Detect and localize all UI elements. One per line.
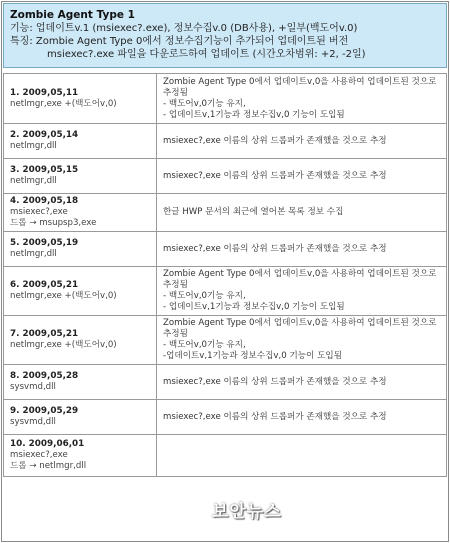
table-row	[4, 74, 447, 124]
entry-file: netlmgr,exe +(백도어v,0)	[10, 340, 117, 350]
entry-file: netlmgr,exe +(백도어v,0)	[10, 291, 117, 301]
entry-file: netlmgr,dll	[10, 176, 57, 186]
description-cell	[157, 365, 447, 400]
date-cell	[4, 194, 157, 232]
description-cell	[157, 232, 447, 267]
description-line: - 업데이트v,1기능과 정보수집v,0 기능이 도입됨	[163, 109, 345, 120]
entry-date: 5. 2009,05,19	[10, 238, 79, 248]
date-cell	[4, 74, 157, 124]
description-line: - 업데이트v,1기능과 정보수집v,0 기능이 도입됨	[163, 302, 345, 312]
header-feature-line: 특징: Zombie Agent Type 0에서 정보수집기능이 추가되어 업데이트된 버전	[10, 36, 349, 47]
description-line: Zombie Agent Type 0에서 업데이트v,0을 사용하여 업데이트된 것으로 추정됨	[163, 318, 437, 339]
description-line: msiexec?,exe 이름의 상위 드롭퍼가 존재했을 것으로 추정	[163, 170, 387, 181]
description-cell	[157, 316, 447, 365]
description-line: -업데이트v,1기능과 정보수집v,0 기능이 도입됨	[163, 351, 342, 361]
description-line: Zombie Agent Type 0에서 업데이트v,0을 사용하여 업데이트된 것으로 추정됨	[163, 269, 437, 290]
entry-date: 1. 2009,05,11	[10, 87, 79, 98]
entry-file: 드롭 → msupsp3,exe	[10, 218, 97, 228]
date-cell	[4, 159, 157, 194]
description-line: msiexec?,exe 이름의 상위 드롭퍼가 존재했을 것으로 추정	[163, 243, 387, 254]
date-cell	[4, 124, 157, 159]
description-line: - 백도어v,0기능 유지,	[163, 98, 246, 109]
entry-date: 10. 2009,06,01	[10, 439, 85, 449]
description-cell	[157, 267, 447, 316]
entry-date: 3. 2009,05,15	[10, 165, 79, 175]
header-function-line: 기능: 업데이트v.1 (msiexec?.exe), 정보수집v.0 (DB사용), +일부(백도어v.0)	[10, 23, 358, 34]
table-row	[4, 267, 447, 316]
table-row	[4, 365, 447, 400]
description-line: msiexec?,exe 이름의 상위 드롭퍼가 존재했을 것으로 추정	[163, 411, 387, 422]
description-line: - 백도어v,0기능 유지,	[163, 291, 246, 301]
table-row	[4, 232, 447, 267]
table-row	[4, 124, 447, 159]
entry-date: 6. 2009,05,21	[10, 280, 79, 290]
date-cell	[4, 365, 157, 400]
entry-file: sysvmd,dll	[10, 382, 56, 392]
description-line: - 백도어v,0기능 유지,	[163, 340, 246, 350]
entry-date: 7. 2009,05,21	[10, 329, 79, 339]
table-row	[4, 159, 447, 194]
description-line: Zombie Agent Type 0에서 업데이트v,0을 사용하여 업데이트된 것으로 추정됨	[163, 76, 437, 98]
table-row	[4, 316, 447, 365]
table-row	[4, 435, 447, 477]
description-line: 한글 HWP 문서의 최근에 열어본 목록 정보 수집	[163, 207, 344, 217]
date-cell	[4, 435, 157, 477]
header-update-line: msiexec?.exe 파일을 다운로드하여 업데이트 (시간오차범위: +2, -2일)	[47, 49, 366, 60]
description-cell	[157, 435, 447, 477]
entry-date: 4. 2009,05,18	[10, 196, 79, 206]
entry-file: netlmgr,exe +(백도어v,0)	[10, 98, 117, 109]
date-cell	[4, 316, 157, 365]
entry-file: netlmgr,dll	[10, 141, 57, 151]
description-line: msiexec?,exe 이름의 상위 드롭퍼가 존재했을 것으로 추정	[163, 135, 387, 146]
table-row	[4, 400, 447, 435]
table-row	[4, 194, 447, 232]
entry-file: 드롭 → netlmgr,dll	[10, 461, 87, 471]
date-cell	[4, 400, 157, 435]
entry-date: 9. 2009,05,29	[10, 406, 79, 416]
entry-file: msiexec?,exe	[10, 450, 68, 460]
date-cell	[4, 232, 157, 267]
entry-file: netlmgr,dll	[10, 249, 57, 259]
timeline-table	[3, 73, 447, 477]
entry-date: 2. 2009,05,14	[10, 130, 79, 140]
entry-date: 8. 2009,05,28	[10, 371, 79, 381]
description-cell	[157, 159, 447, 194]
description-cell	[157, 74, 447, 124]
description-cell	[157, 400, 447, 435]
entry-file: sysvmd,dll	[10, 417, 56, 427]
watermark-logo: 보안뉴스	[212, 502, 282, 522]
date-cell	[4, 267, 157, 316]
description-line: msiexec?,exe 이름의 상위 드롭퍼가 존재했을 것으로 추정	[163, 376, 387, 387]
entry-file: msiexec?,exe	[10, 207, 68, 217]
description-cell	[157, 194, 447, 232]
header-title: Zombie Agent Type 1	[10, 9, 135, 21]
description-cell	[157, 124, 447, 159]
header-box	[3, 3, 447, 68]
